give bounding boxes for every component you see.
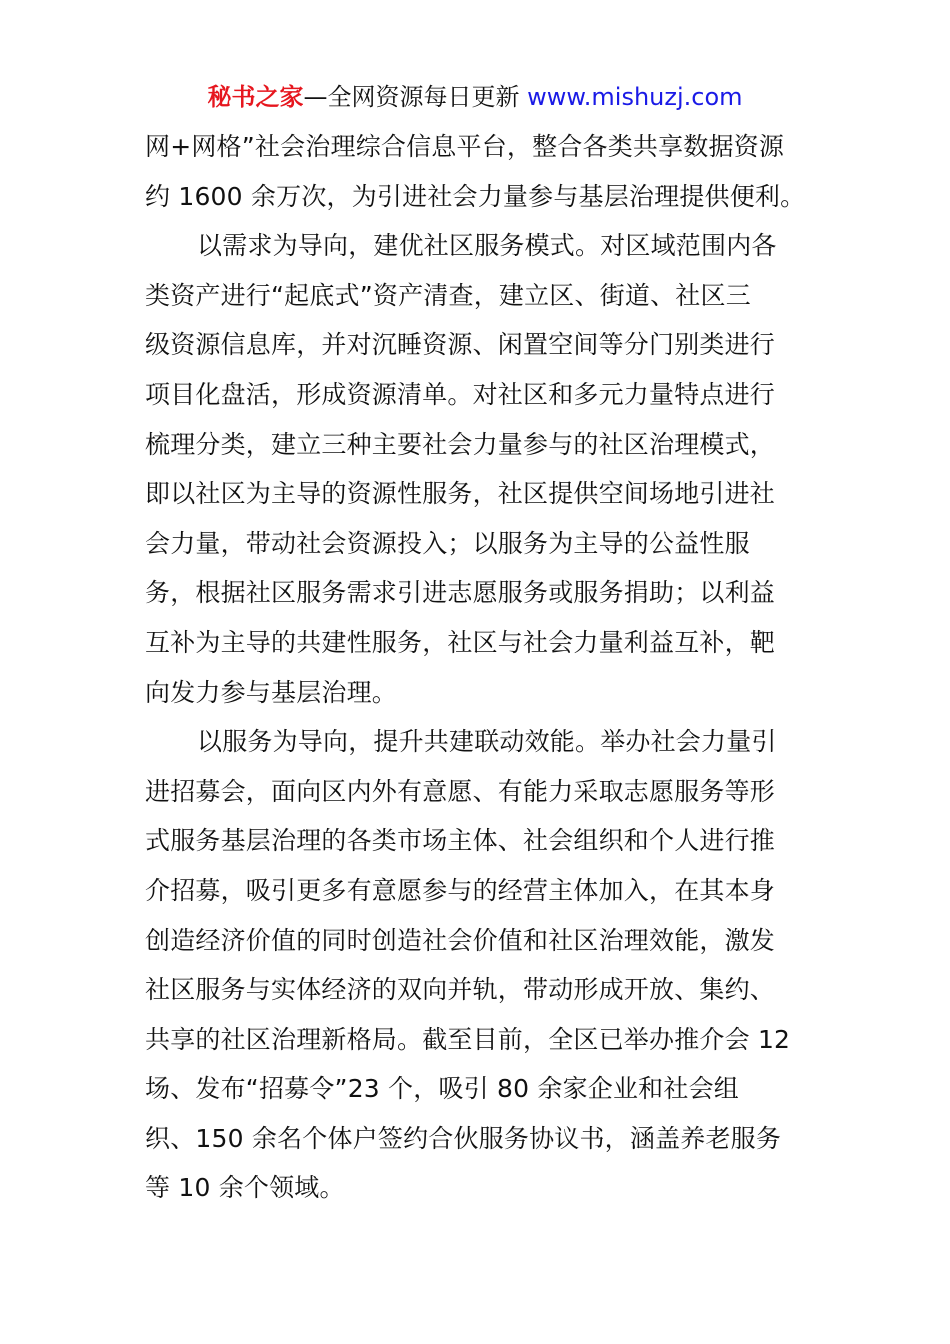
text-line: 即以社区为主导的资源性服务，社区提供空间场地引进社 xyxy=(145,479,776,509)
site-tagline: —全网资源每日更新 xyxy=(303,83,520,111)
text-line: 向发力参与基层治理。 xyxy=(145,677,398,707)
site-brand: 秘书之家 xyxy=(207,83,304,111)
text-line: 项目化盘活，形成资源清单。对社区和多元力量特点进行 xyxy=(145,379,776,409)
text-line: 式服务基层治理的各类市场主体、社会组织和个人进行推 xyxy=(145,826,776,856)
text-line: 介招募，吸引更多有意愿参与的经营主体加入，在其本身 xyxy=(145,875,776,905)
text-line: 场、发布“招募令”23 个，吸引 80 余家企业和社会组 xyxy=(145,1074,739,1104)
text-line: 创造经济价值的同时创造社会价值和社区治理效能，激发 xyxy=(145,925,776,955)
site-url-link[interactable]: www.mishuzj.com xyxy=(527,83,743,111)
paragraph-start-line: 以服务为导向，提升共建联动效能。举办社会力量引 xyxy=(197,727,777,757)
text-line: 级资源信息库，并对沉睡资源、闲置空间等分门别类进行 xyxy=(145,330,776,360)
text-line: 会力量，带动社会资源投入；以服务为主导的公益性服 xyxy=(145,528,750,558)
text-line: 务，根据社区服务需求引进志愿服务或服务捐助；以利益 xyxy=(145,578,776,608)
text-line: 共享的社区治理新格局。截至目前，全区已举办推介会 12 xyxy=(145,1024,791,1054)
text-line: 进招募会，面向区内外有意愿、有能力采取志愿服务等形 xyxy=(145,776,776,806)
text-line: 网+网格”社会治理综合信息平台，整合各类共享数据资源 xyxy=(145,132,785,161)
text-line: 梳理分类，建立三种主要社会力量参与的社区治理模式， xyxy=(145,429,776,459)
text-line: 社区服务与实体经济的双向并轨，带动形成开放、集约、 xyxy=(145,975,776,1005)
text-line: 等 10 余个领域。 xyxy=(145,1173,345,1203)
paragraph-start-line: 以需求为导向，建优社区服务模式。对区域范围内各 xyxy=(197,231,777,261)
text-line: 织、150 余名个体户签约合伙服务协议书，涵盖养老服务 xyxy=(145,1123,782,1153)
text-line: 类资产进行“起底式”资产清查，建立区、街道、社区三 xyxy=(145,280,751,310)
text-line: 互补为主导的共建性服务，社区与社会力量利益互补，靶 xyxy=(145,627,776,657)
document-body xyxy=(145,122,815,1213)
page-header xyxy=(0,80,950,114)
text-line: 约 1600 余万次，为引进社会力量参与基层治理提供便利。 xyxy=(145,181,806,211)
